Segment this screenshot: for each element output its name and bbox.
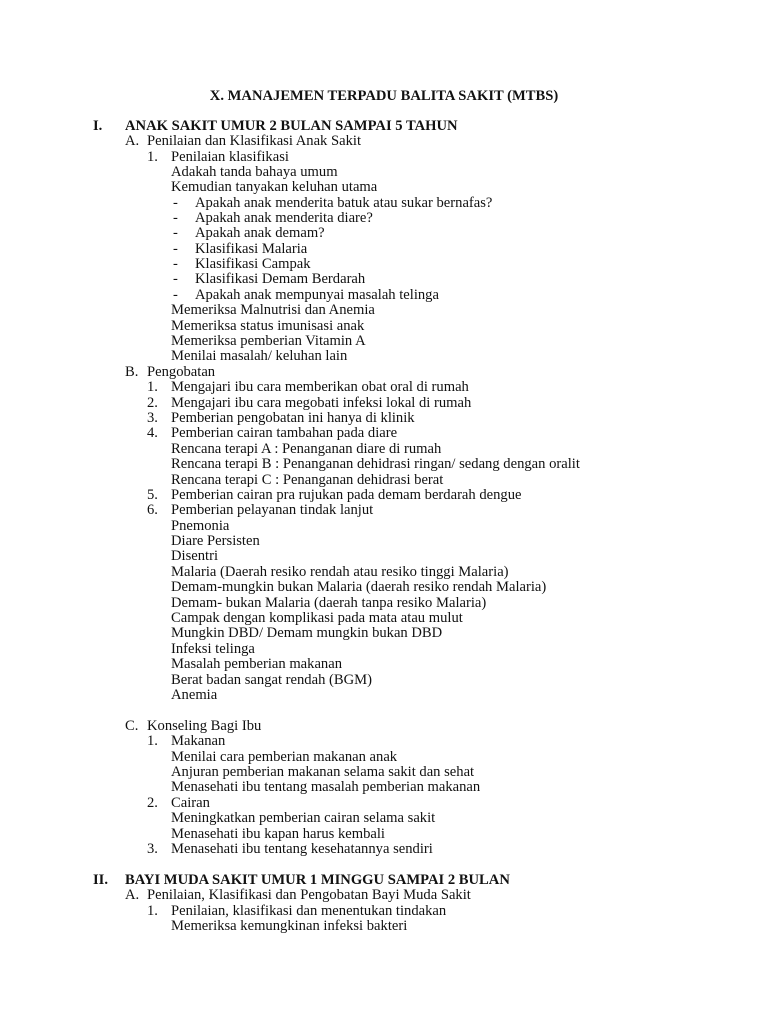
item-number: 1. (147, 903, 158, 919)
section-1-numeral: I. (93, 118, 103, 134)
dash-item: Apakah anak demam? (195, 225, 325, 241)
dash-item: Apakah anak menderita batuk atau sukar bernafas? (195, 195, 493, 211)
list-line: Anemia (171, 687, 218, 703)
list-line: Meningkatkan pemberian cairan selama sakit (171, 810, 436, 826)
item-text: Makanan (171, 733, 226, 749)
list-line: Menilai cara pemberian makanan anak (171, 749, 398, 765)
item-number: 2. (147, 395, 158, 411)
dash-item: Apakah anak menderita diare? (195, 210, 373, 226)
item-number: 3. (147, 841, 158, 857)
list-line: Masalah pemberian makanan (171, 656, 342, 672)
list-line: Rencana terapi A : Penanganan diare di rumah (171, 441, 442, 457)
dash-item: Klasifikasi Campak (195, 256, 311, 272)
document-title: X. MANAJEMEN TERPADU BALITA SAKIT (MTBS) (209, 88, 559, 104)
item-text: Pemberian cairan tambahan pada diare (171, 425, 398, 441)
item-number: 1. (147, 733, 158, 749)
item-text: Cairan (171, 795, 210, 811)
section-2-heading: BAYI MUDA SAKIT UMUR 1 MINGGU SAMPAI 2 BULAN (125, 872, 510, 888)
item-text: Penilaian klasifikasi (171, 149, 289, 165)
item-text: Pemberian pengobatan ini hanya di klinik (171, 410, 415, 426)
section-2-numeral: II. (93, 872, 109, 888)
dash-bullet: - (173, 195, 178, 211)
list-line: Campak dengan komplikasi pada mata atau mulut (171, 610, 463, 626)
subsection-a-title: Penilaian, Klasifikasi dan Pengobatan Bayi Muda Sakit (147, 887, 471, 903)
subsection-c-label: C. (125, 718, 139, 734)
list-line: Pnemonia (171, 518, 230, 534)
list-line: Memeriksa kemungkinan infeksi bakteri (171, 918, 408, 934)
subsection-c-title: Konseling Bagi Ibu (147, 718, 262, 734)
section-1-heading: ANAK SAKIT UMUR 2 BULAN SAMPAI 5 TAHUN (125, 118, 458, 134)
dash-bullet: - (173, 287, 178, 303)
dash-item: Klasifikasi Demam Berdarah (195, 271, 366, 287)
list-line: Memeriksa pemberian Vitamin A (171, 333, 366, 349)
item-number: 1. (147, 149, 158, 165)
item-number: 1. (147, 379, 158, 395)
item-text: Mengajari ibu cara megobati infeksi lokal di rumah (171, 395, 472, 411)
item-number: 4. (147, 425, 158, 441)
list-line: Rencana terapi C : Penanganan dehidrasi berat (171, 472, 444, 488)
item-number: 2. (147, 795, 158, 811)
dash-bullet: - (173, 241, 178, 257)
dash-item: Apakah anak mempunyai masalah telinga (195, 287, 439, 303)
list-line: Berat badan sangat rendah (BGM) (171, 672, 372, 688)
dash-bullet: - (173, 256, 178, 272)
list-line: Disentri (171, 548, 219, 564)
list-line: Demam-mungkin bukan Malaria (daerah resiko rendah Malaria) (171, 579, 547, 595)
item-text: Pemberian pelayanan tindak lanjut (171, 502, 374, 518)
item-number: 3. (147, 410, 158, 426)
list-line: Diare Persisten (171, 533, 260, 549)
list-line: Menilai masalah/ keluhan lain (171, 348, 348, 364)
list-line: Kemudian tanyakan keluhan utama (171, 179, 378, 195)
list-line: Menasehati ibu kapan harus kembali (171, 826, 385, 842)
dash-bullet: - (173, 271, 178, 287)
subsection-b-label: B. (125, 364, 139, 380)
list-line: Menasehati ibu tentang masalah pemberian makanan (171, 779, 481, 795)
list-line: Infeksi telinga (171, 641, 255, 657)
item-text: Mengajari ibu cara memberikan obat oral di rumah (171, 379, 469, 395)
subsection-a-label: A. (125, 133, 140, 149)
subsection-a-title: Penilaian dan Klasifikasi Anak Sakit (147, 133, 362, 149)
list-line: Malaria (Daerah resiko rendah atau resiko tinggi Malaria) (171, 564, 509, 580)
item-number: 5. (147, 487, 158, 503)
list-line: Adakah tanda bahaya umum (171, 164, 338, 180)
subsection-b-title: Pengobatan (147, 364, 216, 380)
list-line: Rencana terapi B : Penanganan dehidrasi ringan/ sedang dengan oralit (171, 456, 580, 472)
item-number: 6. (147, 502, 158, 518)
item-text: Penilaian, klasifikasi dan menentukan tindakan (171, 903, 447, 919)
dash-bullet: - (173, 210, 178, 226)
subsection-a-label: A. (125, 887, 140, 903)
dash-item: Klasifikasi Malaria (195, 241, 308, 257)
list-line: Anjuran pemberian makanan selama sakit dan sehat (171, 764, 475, 780)
list-line: Mungkin DBD/ Demam mungkin bukan DBD (171, 625, 443, 641)
dash-bullet: - (173, 225, 178, 241)
list-line: Demam- bukan Malaria (daerah tanpa resiko Malaria) (171, 595, 487, 611)
item-text: Pemberian cairan pra rujukan pada demam berdarah dengue (171, 487, 522, 503)
item-text: Menasehati ibu tentang kesehatannya sendiri (171, 841, 433, 857)
list-line: Memeriksa Malnutrisi dan Anemia (171, 302, 375, 318)
list-line: Memeriksa status imunisasi anak (171, 318, 365, 334)
